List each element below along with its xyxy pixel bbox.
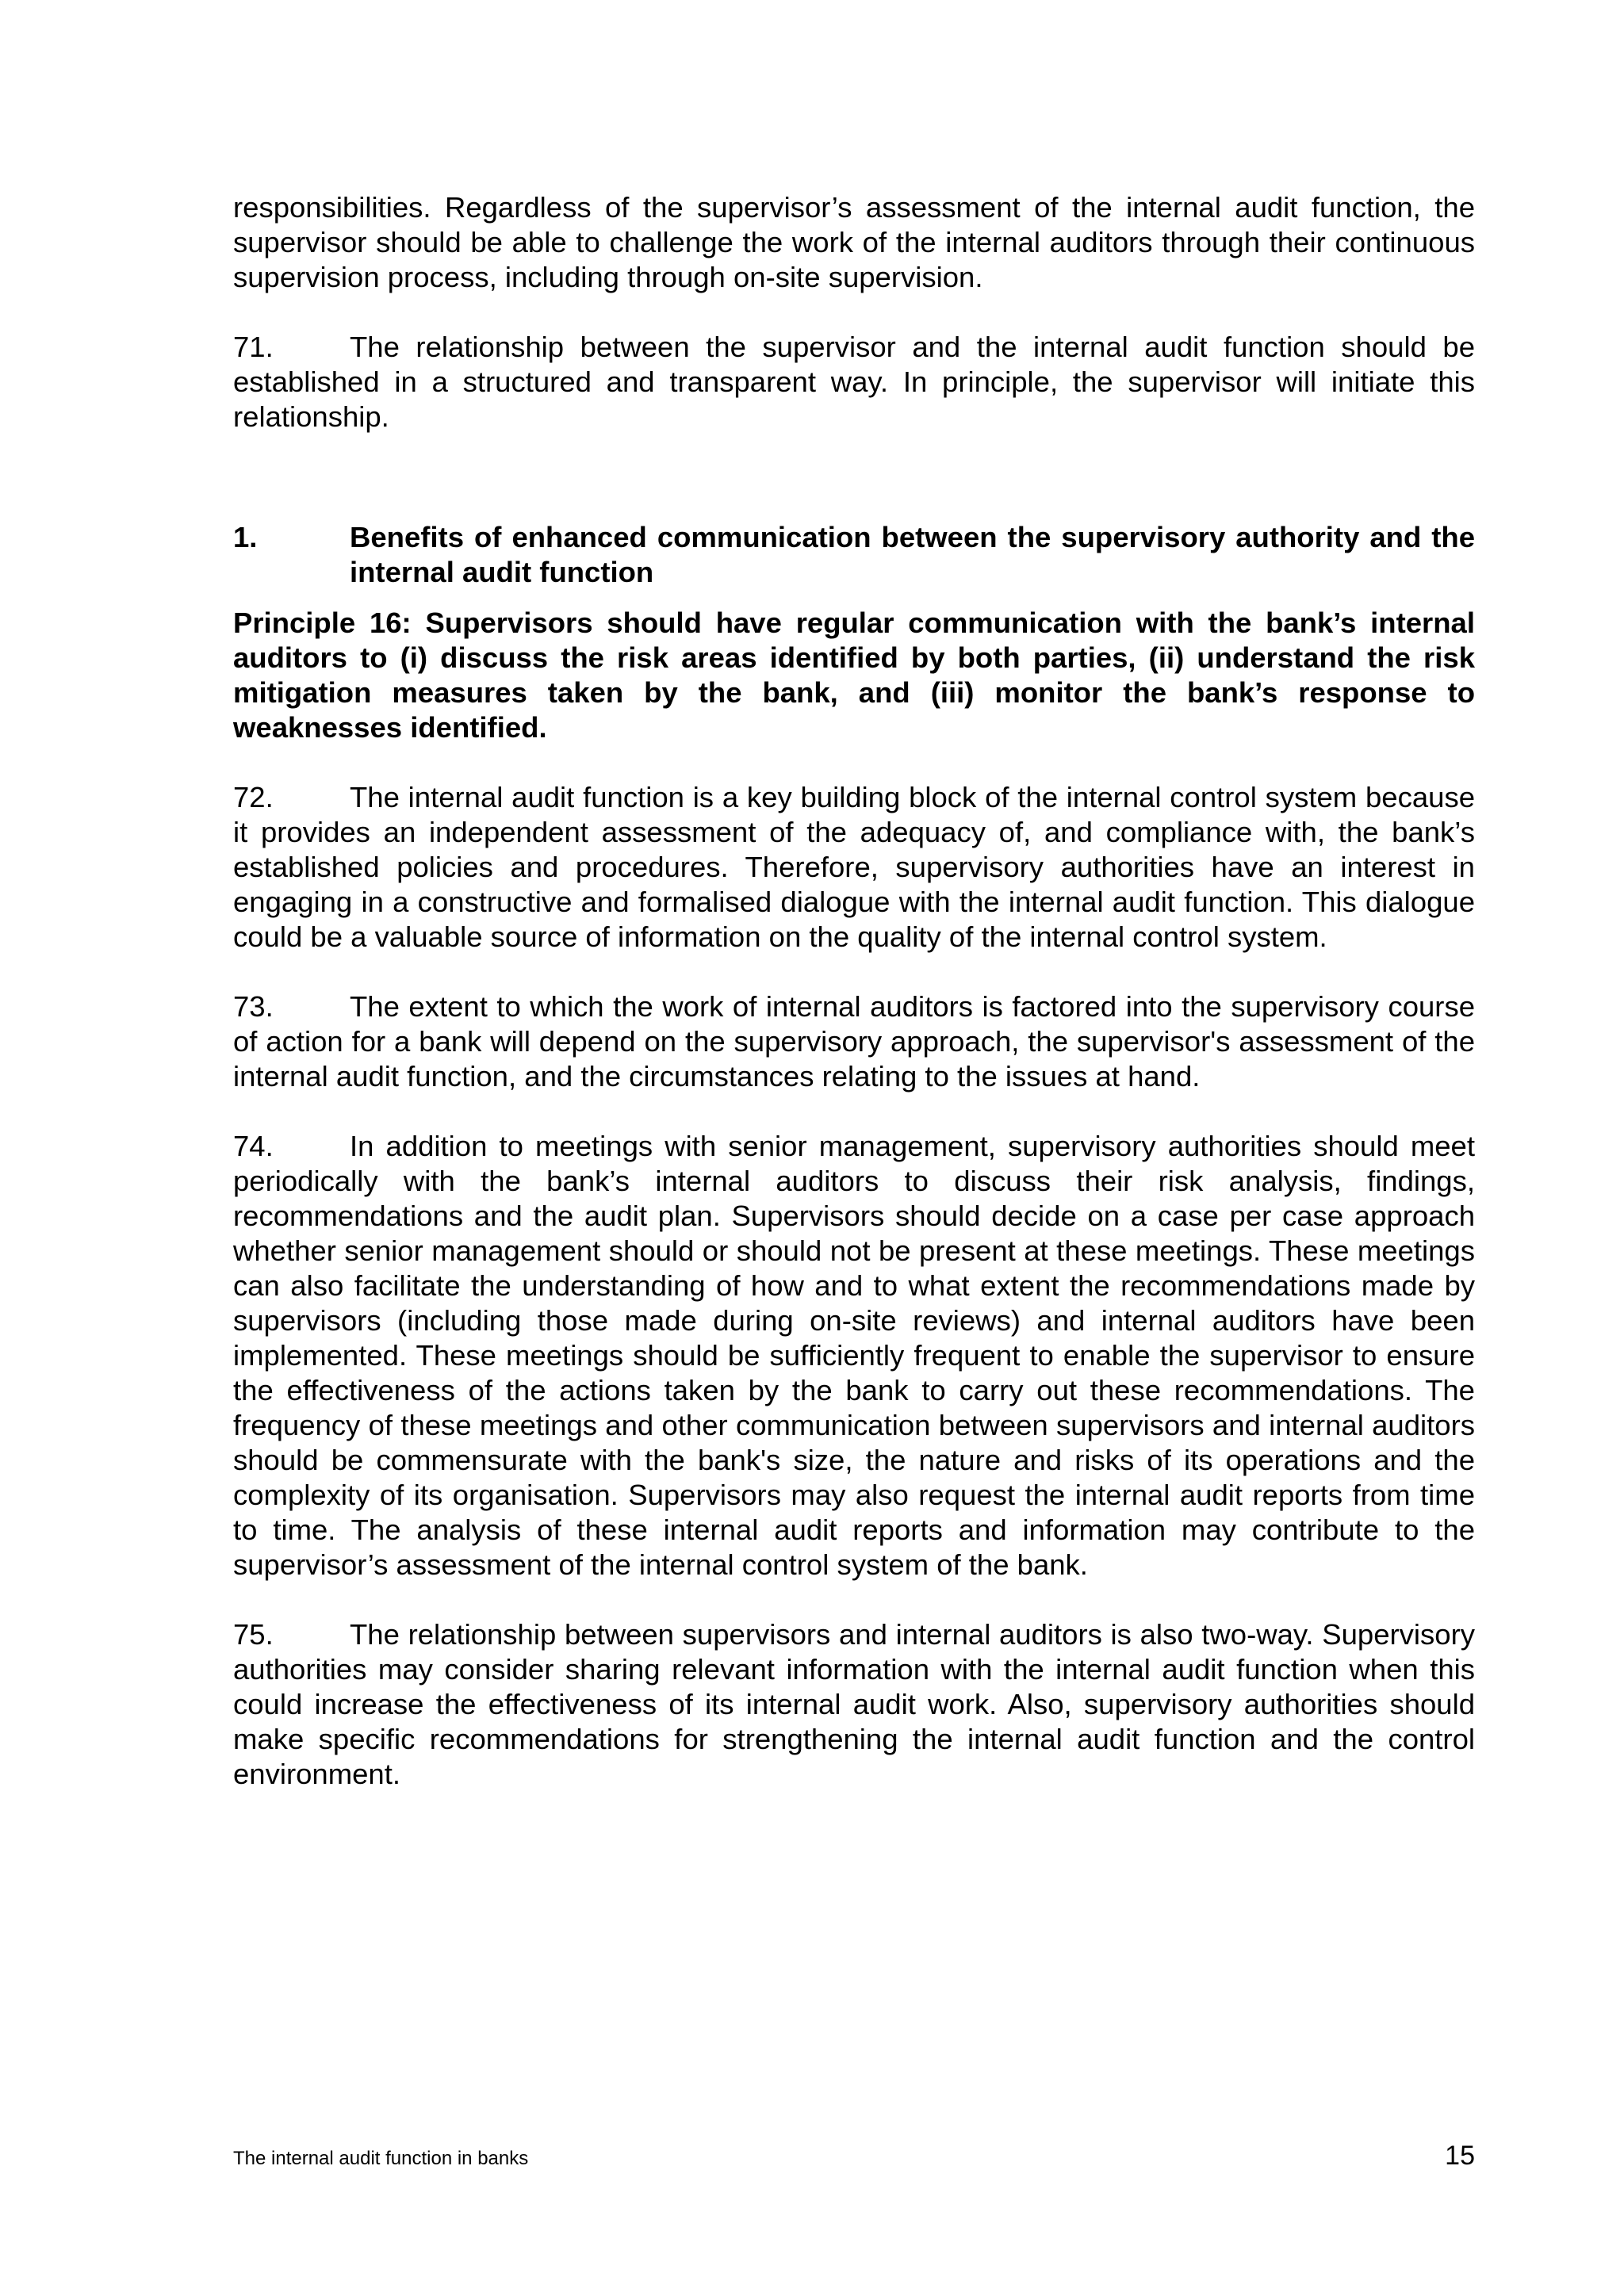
paragraph-73 [233,989,1475,1094]
section-title: Benefits of enhanced communication between the supervisory authority and the internal audit function [350,521,1475,588]
paragraph-text: The relationship between supervisors and internal auditors is also two-way. Supervisory authorities may consider sharing relevant information with the internal audit function when this could increase the effectiveness of its internal audit work. Also, supervisory authorities should make specific recommendations for strengthening the internal audit function and the control environment. [233,1618,1475,1790]
paragraph-text: The internal audit function is a key building block of the internal control system because it provides an independent assessment of the adequacy of, and compliance with, the bank’s established policies and procedures. Therefore, supervisory authorities have an interest in engaging in a constructive and formalised dialogue with the internal audit function. This dialogue could be a valuable source of information on the quality of the internal control system. [233,781,1475,953]
section-number: 1. [233,521,258,553]
page-footer [233,2141,1475,2172]
paragraph-74 [233,1129,1475,1582]
paragraph-text: responsibilities. Regardless of the supervisor’s assessment of the internal audit function, the supervisor should be able to challenge the work of the internal auditors through their continuous supervision process, including through on-site supervision. [233,191,1475,293]
paragraph-71 [233,330,1475,434]
page-number: 15 [1445,2141,1475,2171]
paragraph-text: The relationship between the supervisor and the internal audit function should be established in a structured and transparent way. In principle, the supervisor will initiate this relationship. [233,331,1475,433]
paragraph-continued [233,190,1475,295]
section-heading [233,520,1475,590]
paragraph-number: 72. [233,781,274,813]
paragraph-75 [233,1617,1475,1792]
paragraph-text: In addition to meetings with senior management, supervisory authorities should meet periodically with the bank’s internal auditors to discuss their risk analysis, findings, recommendations and the audit plan. Supervisors should decide on a case per case approach whether senior management should or should not be present at these meetings. These meetings can also facilitate the understanding of how and to what extent the recommendations made by supervisors (including those made during on-site reviews) and internal auditors have been implemented. These meetings should be sufficiently frequent to enable the supervisor to ensure the effectiveness of the actions taken by the bank to carry out these recommendations. The frequency of these meetings and other communication between supervisors and internal auditors should be commensurate with the bank's size, the nature and risks of its operations and the complexity of its organisation. Supervisors may also request the internal audit reports from time to time. The analysis of these internal audit reports and information may contribute to the supervisor’s assessment of the internal control system of the bank. [233,1130,1475,1581]
paragraph-number: 73. [233,990,274,1023]
principle-16: Principle 16: Supervisors should have regular communication with the bank’s internal auditors to (i) discuss the risk areas identified by both parties, (ii) understand the risk mitigation measures taken by the bank, and (iii) monitor the bank’s response to weaknesses identified. [233,607,1475,744]
paragraph-number: 74. [233,1130,274,1162]
paragraph-72 [233,780,1475,955]
footer-title: The internal audit function in banks [233,2148,529,2169]
paragraph-text: The extent to which the work of internal auditors is factored into the supervisory course of action for a bank will depend on the supervisory approach, the supervisor's assessment of the internal audit function, and the circumstances relating to the issues at hand. [233,990,1475,1093]
page-body [233,190,1475,1827]
paragraph-number: 71. [233,331,274,363]
paragraph-number: 75. [233,1618,274,1651]
